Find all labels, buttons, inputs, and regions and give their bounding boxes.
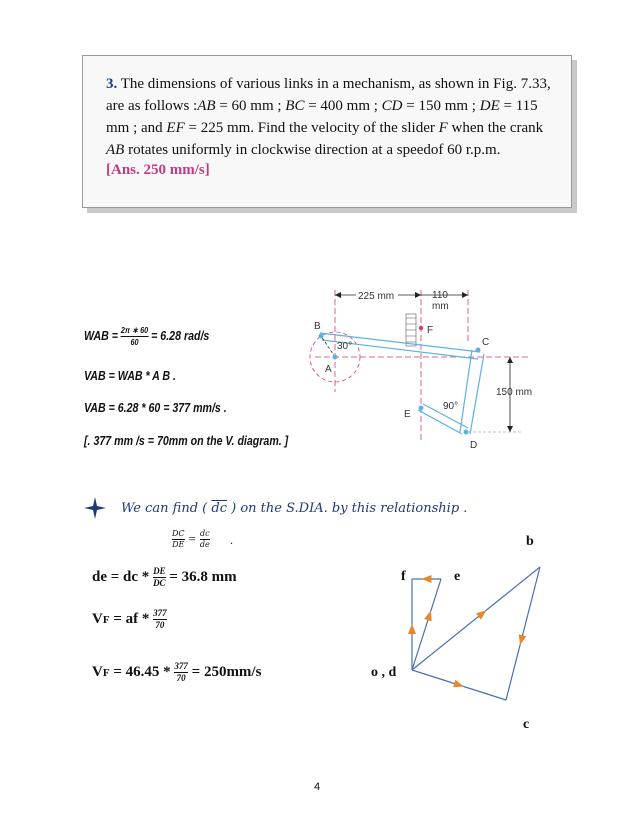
vf-equation-1 (92, 608, 167, 631)
problem-statement (106, 73, 558, 161)
scale-note: [. 377 mm /s = 70mm on the V. diagram. ] (84, 434, 289, 448)
vd-label-c: c (523, 717, 530, 732)
star-bullet-icon (84, 497, 106, 519)
vf2-num: 377 (174, 661, 188, 671)
ratio-rhs (200, 529, 210, 550)
de-equation (92, 566, 237, 589)
de-rhs: = 36.8 mm (169, 568, 237, 585)
mechanism-figure (300, 282, 550, 462)
vd-label-f: f (401, 569, 406, 584)
vd-arrow-3 (424, 611, 432, 622)
vd-line-bc (506, 567, 540, 700)
vf1-mid: = af * (109, 610, 150, 627)
de-fraction (153, 566, 166, 589)
label-F: F (427, 325, 434, 336)
velocity-diagram (398, 555, 558, 715)
wab-numerator: 2π ∗ 60 (120, 325, 149, 335)
ratio-lhs (172, 529, 185, 550)
vd-label-e: e (454, 569, 461, 584)
label-A: A (325, 364, 332, 375)
note-suffix: ) on the S.DIA. by this relationship . (231, 501, 468, 516)
angle-30-label: 30° (337, 341, 353, 352)
vf2-sub: F (102, 666, 110, 679)
de-lhs: de = dc * (92, 568, 150, 585)
vf1-v: V (92, 610, 103, 627)
problem-body: The dimensions of various links in a mechanism, as shown in Fig. 7.33, are as follows :AB = 60 mm ; BC = 400 mm ; CD = 150 mm ; DE = 115 mm ; and EF = 225 mm. Find the velocity of the slider F when the crank AB rotates uniformly in clockwise direction at a speedof 60 r.p.m. (106, 76, 551, 158)
vab-formula: VAB = WAB * A B . (84, 369, 176, 383)
vd-arrow-2 (422, 575, 432, 583)
vd-label-b: b (526, 534, 534, 549)
relationship-note (121, 501, 467, 516)
note-prefix: We can find ( (121, 501, 208, 516)
wab-equation (84, 325, 209, 348)
vf2-fraction (174, 661, 188, 684)
answer-text: [Ans. 250 mm/s] (106, 162, 210, 178)
vd-arrow-1 (408, 624, 416, 634)
vd-arrow-6 (453, 680, 464, 688)
label-C: C (482, 337, 490, 348)
velocity-diagram-lines (412, 567, 540, 700)
dim-110-unit: mm (432, 301, 449, 312)
wab-prefix: WAB = (84, 328, 118, 343)
dim-110-label: 110 (432, 290, 448, 301)
ratio-lhs-den: DE (172, 540, 185, 549)
problem-number: 3. (106, 76, 118, 92)
wab-result: = 6.28 rad/s (151, 328, 210, 343)
wab-denominator: 60 (121, 336, 148, 348)
ratio-equals: = (188, 531, 196, 547)
vf2-mid: = 46.45 * (109, 663, 171, 680)
ratio-rhs-num: dc (200, 529, 210, 538)
label-D: D (470, 440, 478, 451)
note-term: $\overline{dc}$ (211, 501, 227, 516)
de-num: DE (153, 566, 166, 576)
vd-label-od: o , d (371, 665, 397, 680)
vf1-fraction (153, 608, 167, 631)
page-number: 4 (314, 781, 321, 793)
vf1-den: 70 (153, 619, 167, 631)
ratio-rhs-den: de (199, 540, 210, 549)
vf2-rhs: = 250mm/s (191, 663, 262, 680)
dim-150-label: 150 mm (496, 387, 533, 398)
vd-arrow-4 (476, 610, 486, 619)
label-B: B (314, 321, 321, 332)
ratio-lhs-num: DC (172, 529, 185, 538)
vf-equation-2 (92, 661, 261, 684)
vf2-den: 70 (174, 672, 188, 684)
wab-fraction (121, 325, 148, 348)
vf1-num: 377 (153, 608, 167, 618)
vd-line-eo (412, 579, 441, 670)
dim-225-label: 225 mm (358, 291, 395, 302)
angle-90-label: 90° (443, 401, 459, 412)
ratio-dot: . (230, 533, 233, 547)
de-den: DC (153, 578, 166, 588)
label-E: E (404, 409, 411, 420)
ratio-equation (172, 529, 210, 550)
vf2-v: V (92, 663, 103, 680)
vf1-sub: F (102, 613, 110, 626)
vab-value: VAB = 6.28 * 60 = 377 mm/s . (84, 401, 227, 415)
